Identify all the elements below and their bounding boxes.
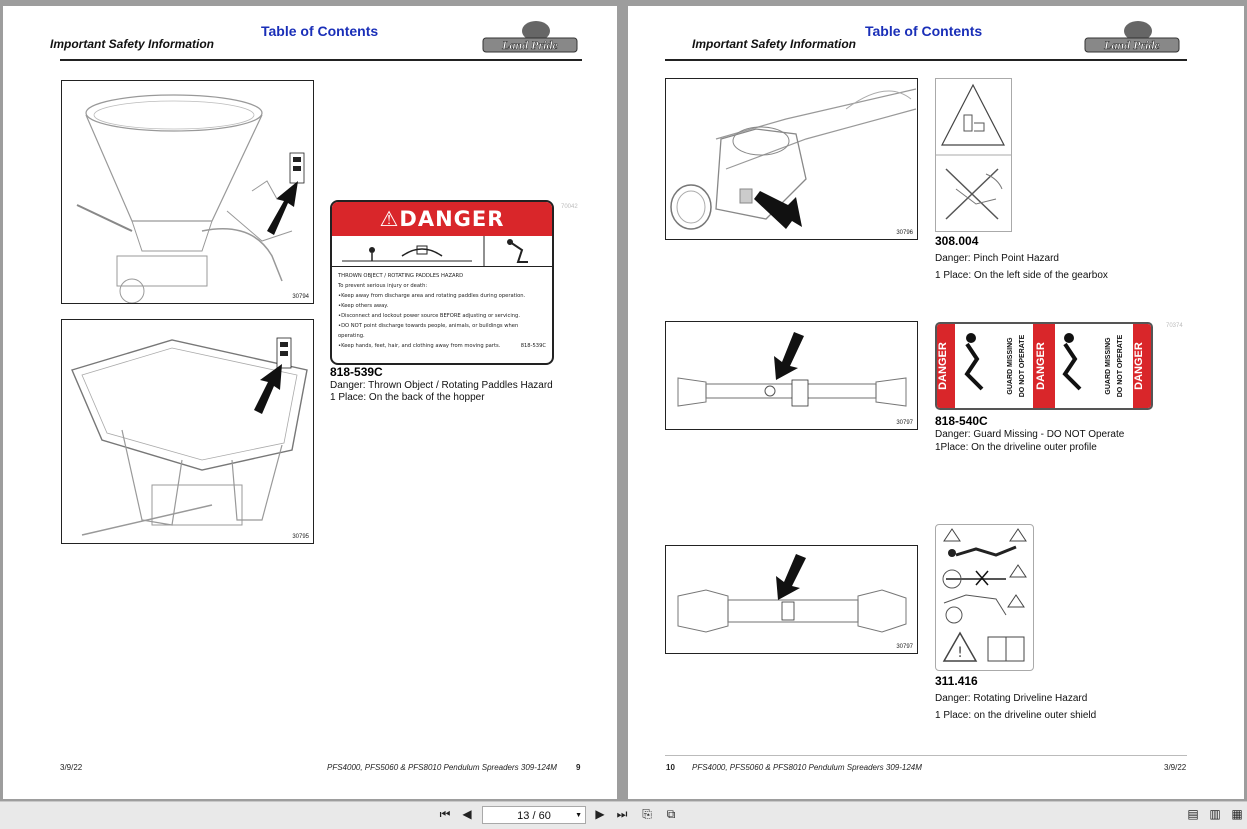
svg-text:Land Pride: Land Pride [502,38,558,52]
part-description: Danger: Thrown Object / Rotating Paddles Hazard [330,380,553,391]
footer-date: 3/9/22 [1164,763,1187,772]
part-location: 1Place: On the driveline outer profile [935,442,1097,453]
svg-text:DANGER: DANGER [937,342,949,390]
page-indicator-select[interactable]: 13 / 60 ▼ [482,806,586,824]
part-location: 1 Place: On the back of the hopper [330,392,485,403]
figure-number: 30797 [896,420,913,426]
svg-text:DANGER: DANGER [1133,342,1145,390]
guard-missing-pictograms [937,324,1151,408]
part-number: 308.004 [935,234,979,248]
hopper-figure [61,80,314,304]
go-back-icon[interactable]: ⎘ [642,807,652,821]
hopper-back-illustration [62,320,313,543]
figure-number: 30794 [292,294,309,300]
header-rule [665,59,1187,61]
driveline-shield-illustration [666,546,917,653]
decal-bullet: •Disconnect and lockout power source BEFORE adjusting or servicing. [338,313,520,319]
gearbox-figure [665,78,918,240]
guard-missing-decal [935,322,1153,410]
part-number: 818-539C [330,365,383,379]
two-page-view-icon[interactable]: ▥ [1209,807,1221,821]
svg-text:!: ! [957,645,963,661]
svg-text:Land Pride: Land Pride [1104,38,1160,52]
previous-page-icon[interactable]: ◀ [462,807,472,821]
pinch-point-decal [935,78,1012,232]
svg-text:DO NOT OPERATE: DO NOT OPERATE [1117,334,1124,398]
footer-title: PFS4000, PFS5060 & PFS8010 Pendulum Spreaders 309-124M [692,763,922,772]
part-description: Danger: Rotating Driveline Hazard [935,693,1088,704]
first-page-icon[interactable]: ⏮ [439,807,451,821]
hazard-pictograms [332,236,552,267]
last-page-icon[interactable]: ⏭ [616,807,628,821]
spreader-illustration [62,81,313,303]
danger-decal [330,200,554,365]
decal-id-label: 70042 [561,204,578,210]
decal-intro: To prevent serious injury or death: [338,283,428,289]
decal-bullet: •Keep hands, feet, hair, and clothing away from moving parts. 818-539C [338,343,546,349]
viewer-toolbar [0,801,1247,829]
rotating-driveline-decal [935,524,1034,671]
toc-link[interactable]: Table of Contents [865,23,983,39]
section-title: Important Safety Information [50,37,215,51]
decal-code: 818-539C [520,343,546,349]
land-pride-logo [1083,18,1183,58]
svg-text:DO NOT OPERATE: DO NOT OPERATE [1019,334,1026,398]
danger-header: ⚠DANGER [332,202,552,236]
header-rule [60,59,582,61]
decal-bullet: •Keep others away. [338,303,389,309]
footer-rule [665,755,1187,756]
land-pride-logo [481,18,581,58]
decal-id-label: 70374 [1166,323,1183,329]
pinch-point-pictograms [936,79,1011,231]
driveline-figure [665,321,918,430]
left-page [3,6,617,799]
page-number: 10 [666,763,675,772]
chevron-down-icon: ▼ [575,812,582,819]
driveline-illustration [666,322,917,429]
warning-triangle-icon: ⚠ [379,207,400,231]
next-page-icon[interactable]: ▶ [595,807,605,821]
decal-hazard-title: THROWN OBJECT / ROTATING PADDLES HAZARD [338,273,464,279]
decal-bullet: •DO NOT point discharge towards people, animals, or buildings when operating. [338,323,519,339]
hopper-back-figure [61,319,314,544]
single-page-view-icon[interactable]: ▤ [1187,807,1199,821]
section-title: Important Safety Information [692,37,857,51]
part-description: Danger: Pinch Point Hazard [935,253,1059,264]
rotating-driveline-pictograms [936,525,1033,670]
part-location: 1 Place: On the left side of the gearbox [935,270,1108,281]
svg-text:GUARD MISSING: GUARD MISSING [1105,337,1112,395]
driveline-shield-figure [665,545,918,654]
footer-date: 3/9/22 [60,763,83,772]
figure-number: 30796 [896,230,913,236]
page-number: 9 [576,763,581,772]
figure-number: 30797 [896,644,913,650]
toc-link[interactable]: Table of Contents [261,23,379,39]
gearbox-illustration [666,79,917,239]
right-page [628,6,1244,799]
svg-text:DANGER: DANGER [1035,342,1047,390]
part-location: 1 Place: on the driveline outer shield [935,710,1097,721]
part-description: Danger: Guard Missing - DO NOT Operate [935,429,1125,440]
part-number: 311.416 [935,674,978,688]
figure-number: 30795 [292,534,309,540]
go-forward-icon[interactable]: ⧉ [666,807,676,821]
continuous-view-icon[interactable]: ▦ [1231,807,1243,821]
decal-bullet: •Keep away from discharge area and rotating paddles during operation. [338,293,526,299]
footer-title: PFS4000, PFS5060 & PFS8010 Pendulum Spreaders 309-124M [327,763,557,772]
svg-text:GUARD MISSING: GUARD MISSING [1007,337,1014,395]
part-number: 818-540C [935,414,988,428]
